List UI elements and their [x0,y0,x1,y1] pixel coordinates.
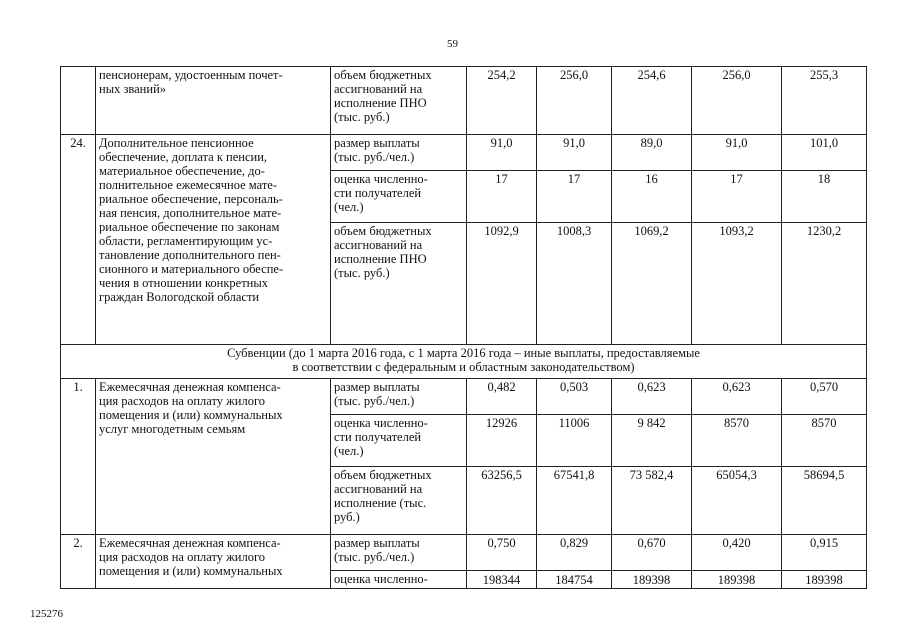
value-cell: 73 582,4 [612,467,692,535]
budget-table [60,66,867,589]
value-cell: 0,503 [537,379,612,415]
value-cell: 91,0 [692,135,782,171]
value-cell: 0,750 [467,535,537,571]
section-header: Субвенции (до 1 марта 2016 года, с 1 марта 2016 года – иные выплаты, предоставляемые в соответствии с федеральным и областным законодательством) [61,345,867,379]
value-cell: 91,0 [537,135,612,171]
row-number [61,67,96,135]
row-number: 24. [61,135,96,345]
value-cell: 89,0 [612,135,692,171]
indicator-label: размер выплаты (тыс. руб./чел.) [331,535,467,571]
value-cell: 0,623 [692,379,782,415]
value-cell: 255,3 [782,67,867,135]
value-cell: 0,482 [467,379,537,415]
value-cell: 1093,2 [692,223,782,345]
value-cell: 198344 [467,571,537,589]
table-row [61,135,867,171]
value-cell: 17 [692,171,782,223]
value-cell: 0,915 [782,535,867,571]
value-cell: 0,670 [612,535,692,571]
value-cell: 17 [467,171,537,223]
document-code: 125276 [30,608,63,620]
measure-name: Ежемесячная денежная компенса- ция расходов на оплату жилого помещения и (или) коммунальных [96,535,331,589]
value-cell: 8570 [782,415,867,467]
value-cell: 256,0 [692,67,782,135]
measure-name: Ежемесячная денежная компенса- ция расходов на оплату жилого помещения и (или) коммунальных услуг многодетным семьям [96,379,331,535]
value-cell: 1069,2 [612,223,692,345]
indicator-label: размер выплаты (тыс. руб./чел.) [331,379,467,415]
indicator-label: объем бюджетных ассигнований на исполнение ПНО (тыс. руб.) [331,223,467,345]
row-number: 1. [61,379,96,535]
value-cell: 101,0 [782,135,867,171]
indicator-label: объем бюджетных ассигнований на исполнение (тыс. руб.) [331,467,467,535]
value-cell: 63256,5 [467,467,537,535]
value-cell: 0,623 [612,379,692,415]
measure-name: Дополнительное пенсионное обеспечение, доплата к пенсии, материальное обеспечение, до- полнительное ежемесячное мате- риальное обеспечение, персональ- ная пенсия, дополнительное мате- риальное обеспечение по законам области, регламентирующим ус- тановление дополнительного пен- сионного и материального обеспе- чения в отношении конкретных граждан Вологодской области [96,135,331,345]
value-cell: 9 842 [612,415,692,467]
value-cell: 1008,3 [537,223,612,345]
value-cell: 16 [612,171,692,223]
table-row [61,345,867,379]
table-row [61,67,867,135]
indicator-label: оценка численно- сти получателей (чел.) [331,415,467,467]
value-cell: 189398 [692,571,782,589]
indicator-label: оценка численно- [331,571,467,589]
value-cell: 256,0 [537,67,612,135]
value-cell: 67541,8 [537,467,612,535]
value-cell: 91,0 [467,135,537,171]
value-cell: 1230,2 [782,223,867,345]
table-row [61,379,867,415]
row-number: 2. [61,535,96,589]
indicator-label: объем бюджетных ассигнований на исполнение ПНО (тыс. руб.) [331,67,467,135]
value-cell: 254,6 [612,67,692,135]
indicator-label: размер выплаты (тыс. руб./чел.) [331,135,467,171]
value-cell: 254,2 [467,67,537,135]
indicator-label: оценка численно- сти получателей (чел.) [331,171,467,223]
value-cell: 0,829 [537,535,612,571]
value-cell: 18 [782,171,867,223]
table-row [61,535,867,571]
value-cell: 0,420 [692,535,782,571]
value-cell: 0,570 [782,379,867,415]
page-number: 59 [447,38,458,50]
value-cell: 184754 [537,571,612,589]
value-cell: 17 [537,171,612,223]
value-cell: 11006 [537,415,612,467]
value-cell: 12926 [467,415,537,467]
value-cell: 189398 [612,571,692,589]
value-cell: 189398 [782,571,867,589]
measure-name: пенсионерам, удостоенным почет- ных званий» [96,67,331,135]
value-cell: 1092,9 [467,223,537,345]
value-cell: 8570 [692,415,782,467]
value-cell: 58694,5 [782,467,867,535]
value-cell: 65054,3 [692,467,782,535]
